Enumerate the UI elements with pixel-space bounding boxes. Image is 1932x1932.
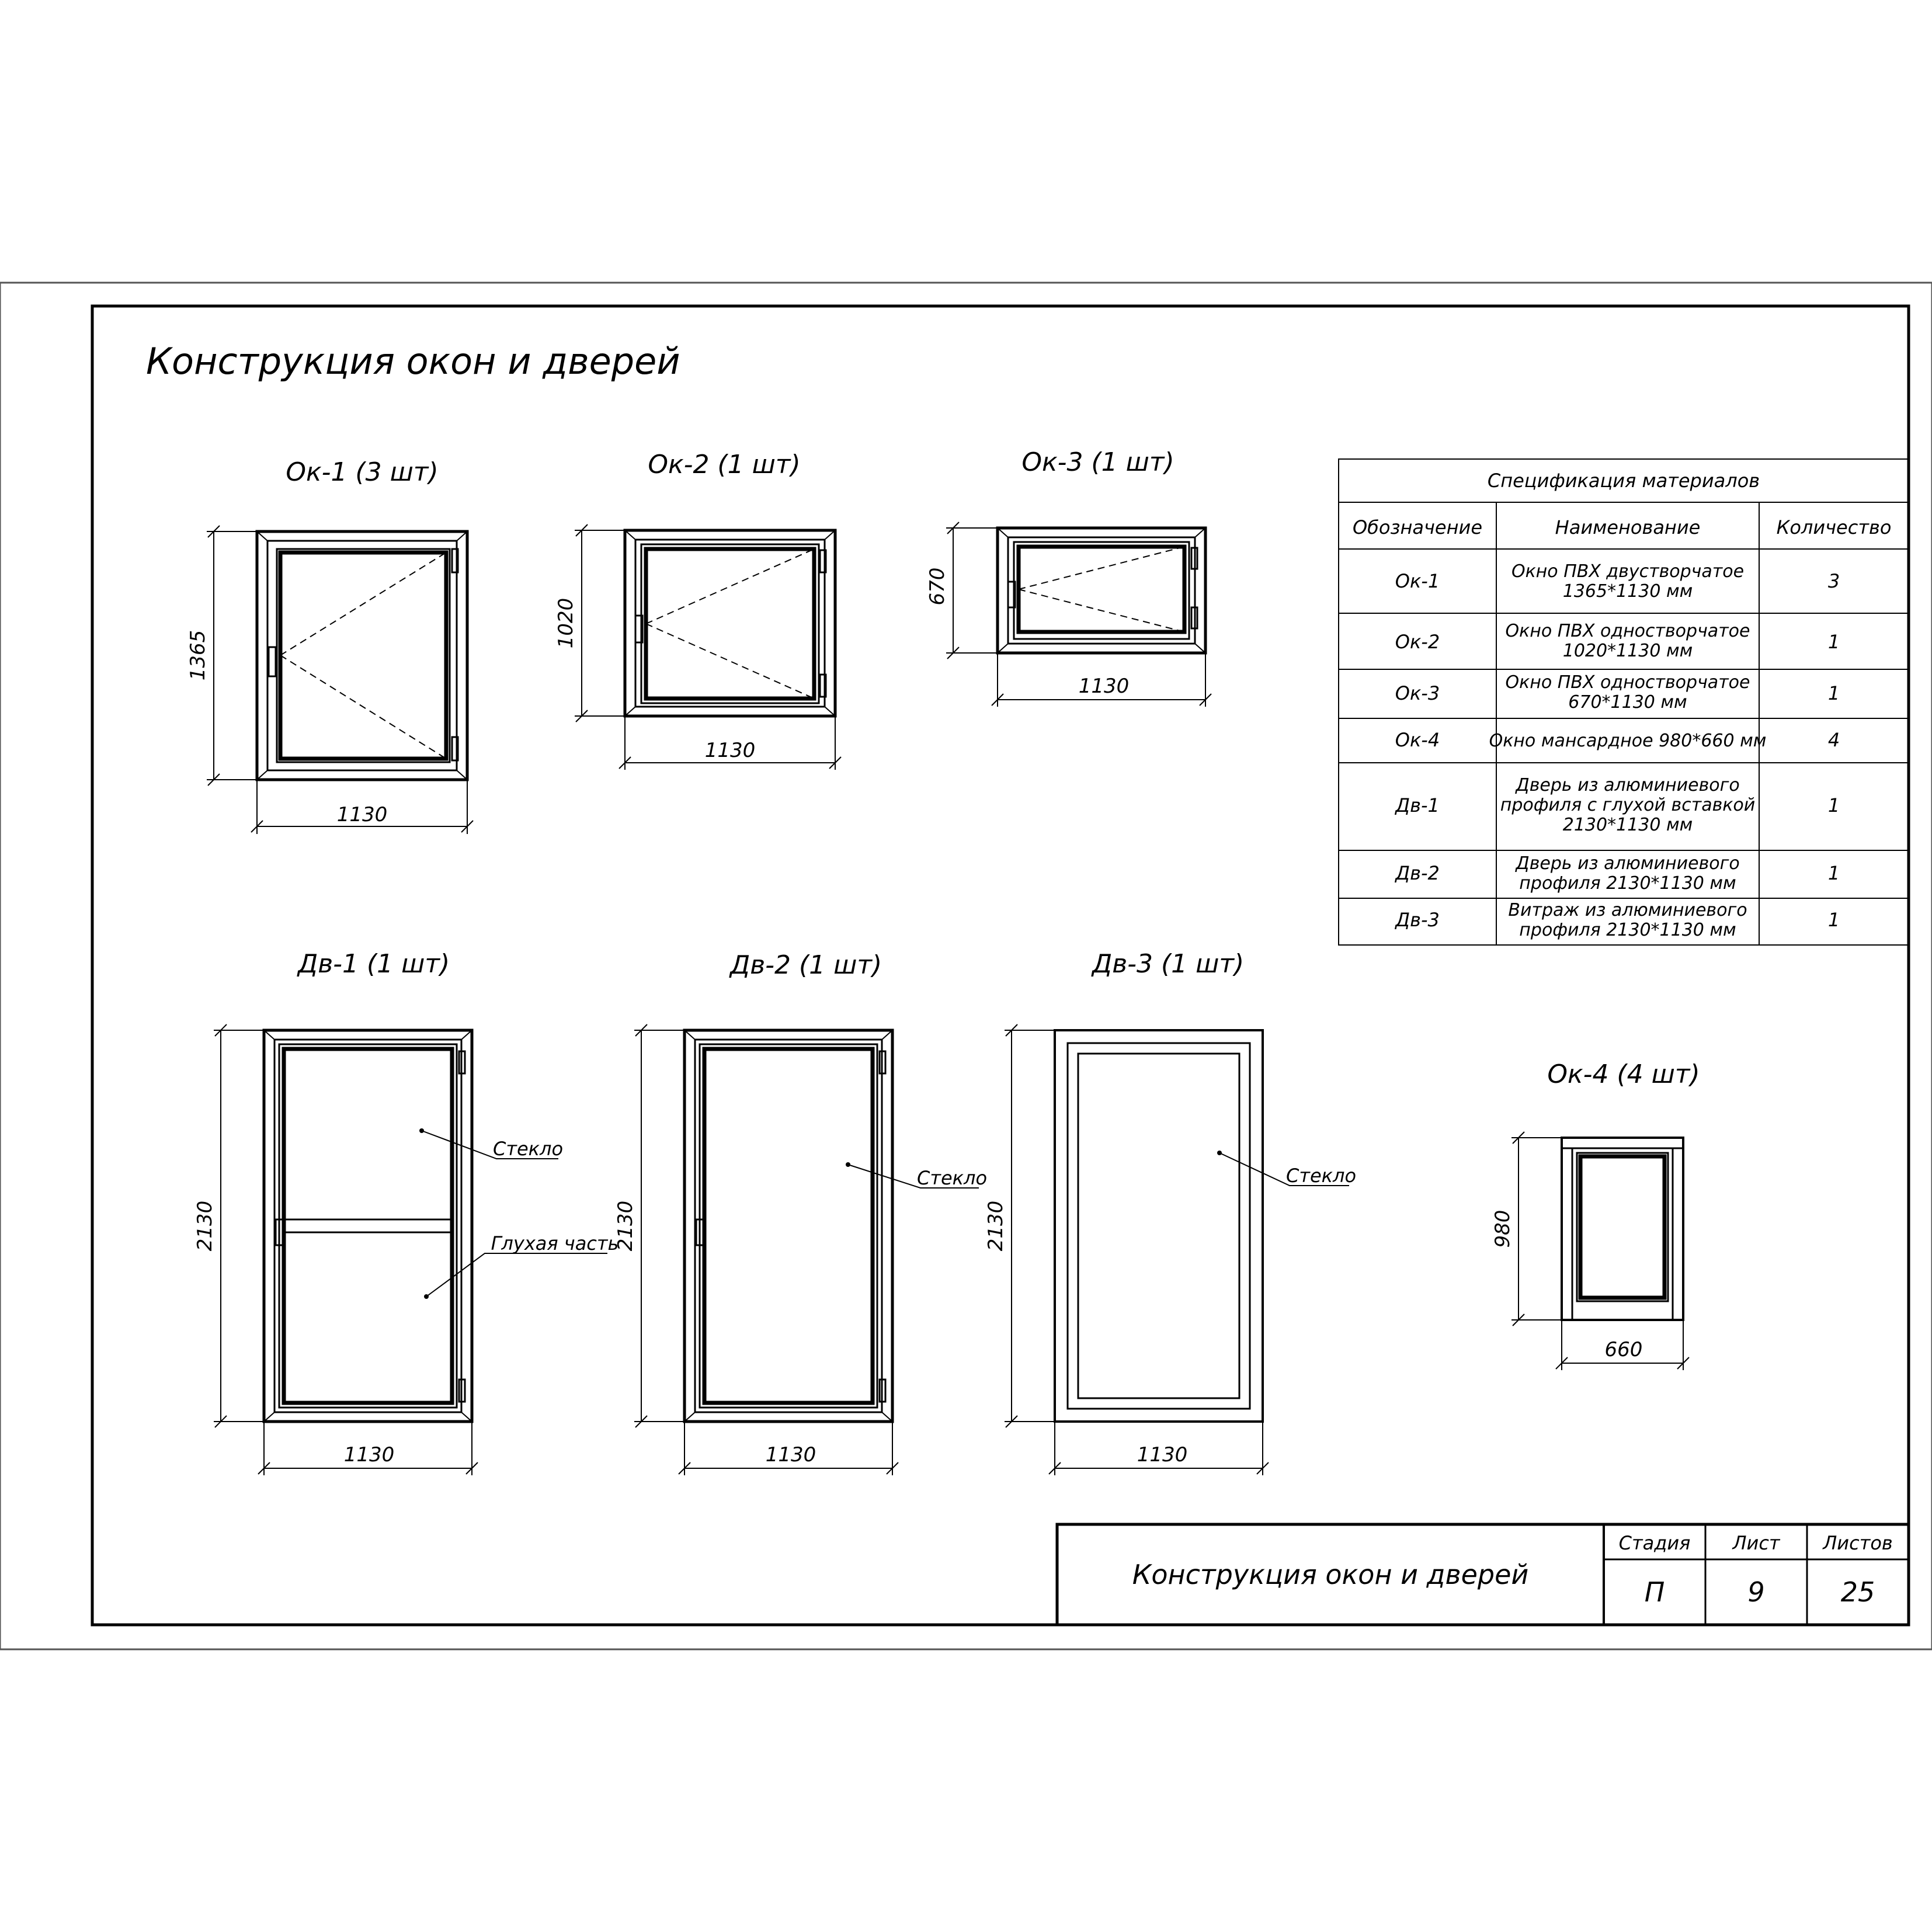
dim-height: 1365: [186, 630, 210, 681]
spec-cell-code: Дв-2: [1395, 862, 1440, 884]
dim-height: 2130: [193, 1200, 217, 1252]
item-title: Ок-2 (1 шт): [648, 450, 801, 479]
spec-table: [1339, 459, 1909, 945]
dim-height: 980: [1491, 1210, 1514, 1248]
spec-cell-name: Окно ПВХ двустворчатое: [1511, 561, 1745, 582]
spec-cell-name: Окно ПВХ одностворчатое: [1505, 672, 1750, 693]
dim-height: 670: [926, 567, 949, 606]
spec-cell-qty: 1: [1827, 794, 1840, 816]
spec-cell-name: Витраж из алюминиевого: [1508, 900, 1747, 920]
window-ok3: [926, 447, 1211, 707]
item-title: Ок-1 (3 шт): [286, 457, 439, 487]
dim-width: 1130: [343, 1443, 395, 1467]
page-title: Конструкция окон и дверей: [146, 340, 680, 383]
dim-width: 1130: [704, 739, 756, 762]
spec-header-name: Наименование: [1555, 516, 1701, 538]
label-glass: Стекло: [1285, 1165, 1357, 1187]
dim-height: 1020: [554, 597, 578, 649]
item-title: Дв-3 (1 шт): [1092, 949, 1245, 979]
spec-cell-name: профиля 2130*1130 мм: [1519, 920, 1736, 940]
spec-cell-code: Ок-3: [1395, 682, 1440, 704]
stamp-header-sheets: Листов: [1823, 1532, 1893, 1554]
spec-cell-qty: 1: [1827, 631, 1840, 653]
dim-height: 2130: [614, 1200, 637, 1252]
spec-cell-name: 670*1130 мм: [1568, 692, 1687, 713]
spec-title: Спецификация материалов: [1487, 470, 1760, 492]
window-ok1: [186, 457, 473, 834]
title-block: [1057, 1524, 1909, 1625]
dim-width: 1130: [1137, 1443, 1188, 1467]
window-ok2: [554, 450, 841, 770]
door-dv1: [193, 949, 618, 1475]
label-glass: Стекло: [916, 1167, 988, 1189]
stamp-title: Конструкция окон и дверей: [1132, 1559, 1529, 1590]
spec-cell-name: Окно мансардное 980*660 мм: [1489, 731, 1767, 751]
item-title: Ок-3 (1 шт): [1021, 447, 1175, 477]
item-title: Дв-1 (1 шт): [297, 949, 450, 979]
stamp-value-sheet: 9: [1747, 1576, 1765, 1608]
stamp-header-stage: Стадия: [1618, 1532, 1691, 1554]
spec-cell-name: профиля с глухой вставкой: [1500, 795, 1756, 815]
spec-cell-code: Дв-3: [1395, 909, 1440, 931]
spec-cell-name: 1365*1130 мм: [1562, 581, 1693, 602]
label-glass: Стекло: [492, 1138, 564, 1160]
spec-cell-qty: 1: [1827, 909, 1840, 931]
spec-cell-code: Ок-1: [1395, 570, 1440, 592]
stamp-value-sheets: 25: [1840, 1576, 1875, 1608]
spec-cell-code: Дв-1: [1395, 794, 1440, 816]
spec-cell-name: 2130*1130 мм: [1562, 815, 1693, 835]
item-title: Дв-2 (1 шт): [729, 950, 882, 980]
dim-width: 1130: [336, 803, 388, 826]
dim-height: 2130: [984, 1200, 1007, 1252]
dim-width: 1130: [765, 1443, 816, 1467]
dim-width: 1130: [1078, 675, 1130, 698]
spec-header-code: Обозначение: [1352, 516, 1483, 538]
label-blind-part: Глухая часть: [491, 1232, 619, 1255]
door-dv3: [984, 949, 1356, 1475]
spec-cell-name: 1020*1130 мм: [1562, 641, 1693, 661]
door-dv2: [614, 950, 987, 1475]
spec-cell-code: Ок-4: [1395, 729, 1440, 751]
dim-width: 660: [1604, 1338, 1643, 1361]
spec-cell-name: профиля 2130*1130 мм: [1519, 873, 1736, 894]
item-title: Ок-4 (4 шт): [1547, 1059, 1700, 1089]
spec-cell-qty: 4: [1827, 729, 1840, 751]
spec-cell-name: Дверь из алюминиевого: [1516, 775, 1740, 795]
stamp-value-stage: П: [1644, 1576, 1665, 1608]
spec-cell-qty: 1: [1827, 862, 1840, 884]
stamp-header-sheet: Лист: [1732, 1532, 1780, 1554]
spec-cell-qty: 1: [1827, 682, 1840, 704]
window-ok4: [1491, 1059, 1700, 1370]
spec-header-qty: Количество: [1776, 516, 1892, 538]
spec-cell-name: Дверь из алюминиевого: [1516, 853, 1740, 874]
spec-cell-qty: 3: [1827, 570, 1840, 592]
spec-cell-code: Ок-2: [1395, 631, 1440, 653]
spec-cell-name: Окно ПВХ одностворчатое: [1505, 621, 1750, 641]
